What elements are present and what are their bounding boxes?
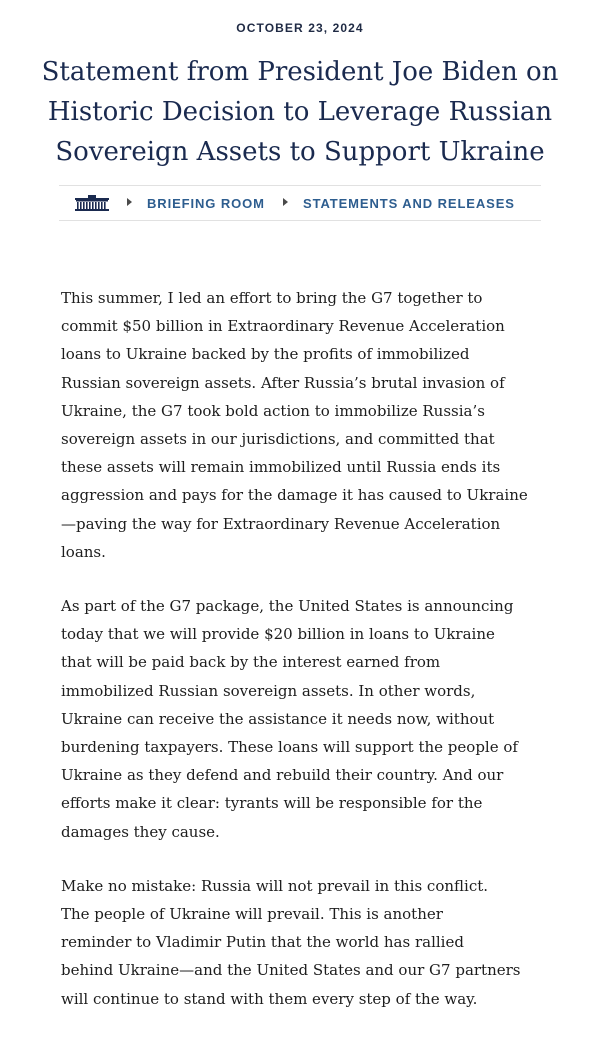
text-line: these assets will remain immobilized until Russia ends its bbox=[61, 458, 501, 477]
text-line: Ukraine, the G7 took bold action to immobilize Russia’s bbox=[61, 401, 485, 420]
paragraph bbox=[61, 592, 551, 846]
title-line: Statement from President Joe Biden on bbox=[41, 57, 559, 87]
text-line: loans. bbox=[61, 542, 106, 561]
text-line: Make no mistake: Russia will not prevail in this conflict. bbox=[61, 876, 489, 895]
publish-date: OCTOBER 23, 2024 bbox=[236, 21, 364, 35]
breadcrumb-statements-and-releases[interactable]: STATEMENTS AND RELEASES bbox=[303, 196, 515, 211]
title-line: Historic Decision to Leverage Russian bbox=[47, 97, 553, 127]
text-line: The people of Ukraine will prevail. This is another bbox=[61, 905, 443, 924]
text-line: efforts make it clear: tyrants will be responsible for the bbox=[61, 794, 483, 813]
text-line: burdening taxpayers. These loans will support the people of bbox=[61, 738, 518, 757]
text-line: Ukraine can receive the assistance it needs now, without bbox=[61, 709, 495, 728]
text-line: immobilized Russian sovereign assets. In other words, bbox=[61, 681, 476, 700]
text-line: damages they cause. bbox=[61, 822, 220, 841]
text-line: Russian sovereign assets. After Russia’s brutal invasion of bbox=[61, 373, 505, 392]
text-line: aggression and pays for the damage it has caused to Ukraine bbox=[61, 486, 528, 505]
breadcrumb bbox=[59, 185, 541, 221]
text-line: sovereign assets in our jurisdictions, and committed that bbox=[61, 430, 495, 449]
text-line: commit $50 billion in Extraordinary Revenue Acceleration bbox=[61, 317, 505, 336]
chevron-right-icon bbox=[283, 198, 288, 206]
chevron-right-icon bbox=[127, 198, 132, 206]
statement-body bbox=[61, 284, 551, 1039]
text-line: will continue to stand with them every step of the way. bbox=[61, 989, 478, 1008]
text-line: behind Ukraine—and the United States and our G7 partners bbox=[61, 961, 521, 980]
paragraph bbox=[61, 284, 551, 566]
breadcrumb-briefing-room[interactable]: BRIEFING ROOM bbox=[147, 196, 265, 211]
text-line: that will be paid back by the interest earned from bbox=[61, 653, 441, 672]
white-house-icon[interactable] bbox=[75, 195, 109, 211]
text-line: today that we will provide $20 billion in loans to Ukraine bbox=[61, 625, 495, 644]
text-line: This summer, I led an effort to bring the G7 together to bbox=[61, 289, 483, 307]
text-line: loans to Ukraine backed by the profits of immobilized bbox=[61, 345, 470, 364]
paragraph bbox=[61, 872, 551, 1013]
text-line: As part of the G7 package, the United States is announcing bbox=[61, 597, 514, 616]
text-line: reminder to Vladimir Putin that the world has rallied bbox=[61, 933, 464, 952]
title-line: Sovereign Assets to Support Ukraine bbox=[55, 137, 545, 167]
text-line: —paving the way for Extraordinary Revenue Acceleration bbox=[61, 514, 501, 533]
text-line: Ukraine as they defend and rebuild their country. And our bbox=[61, 766, 504, 785]
page-title bbox=[0, 52, 600, 172]
